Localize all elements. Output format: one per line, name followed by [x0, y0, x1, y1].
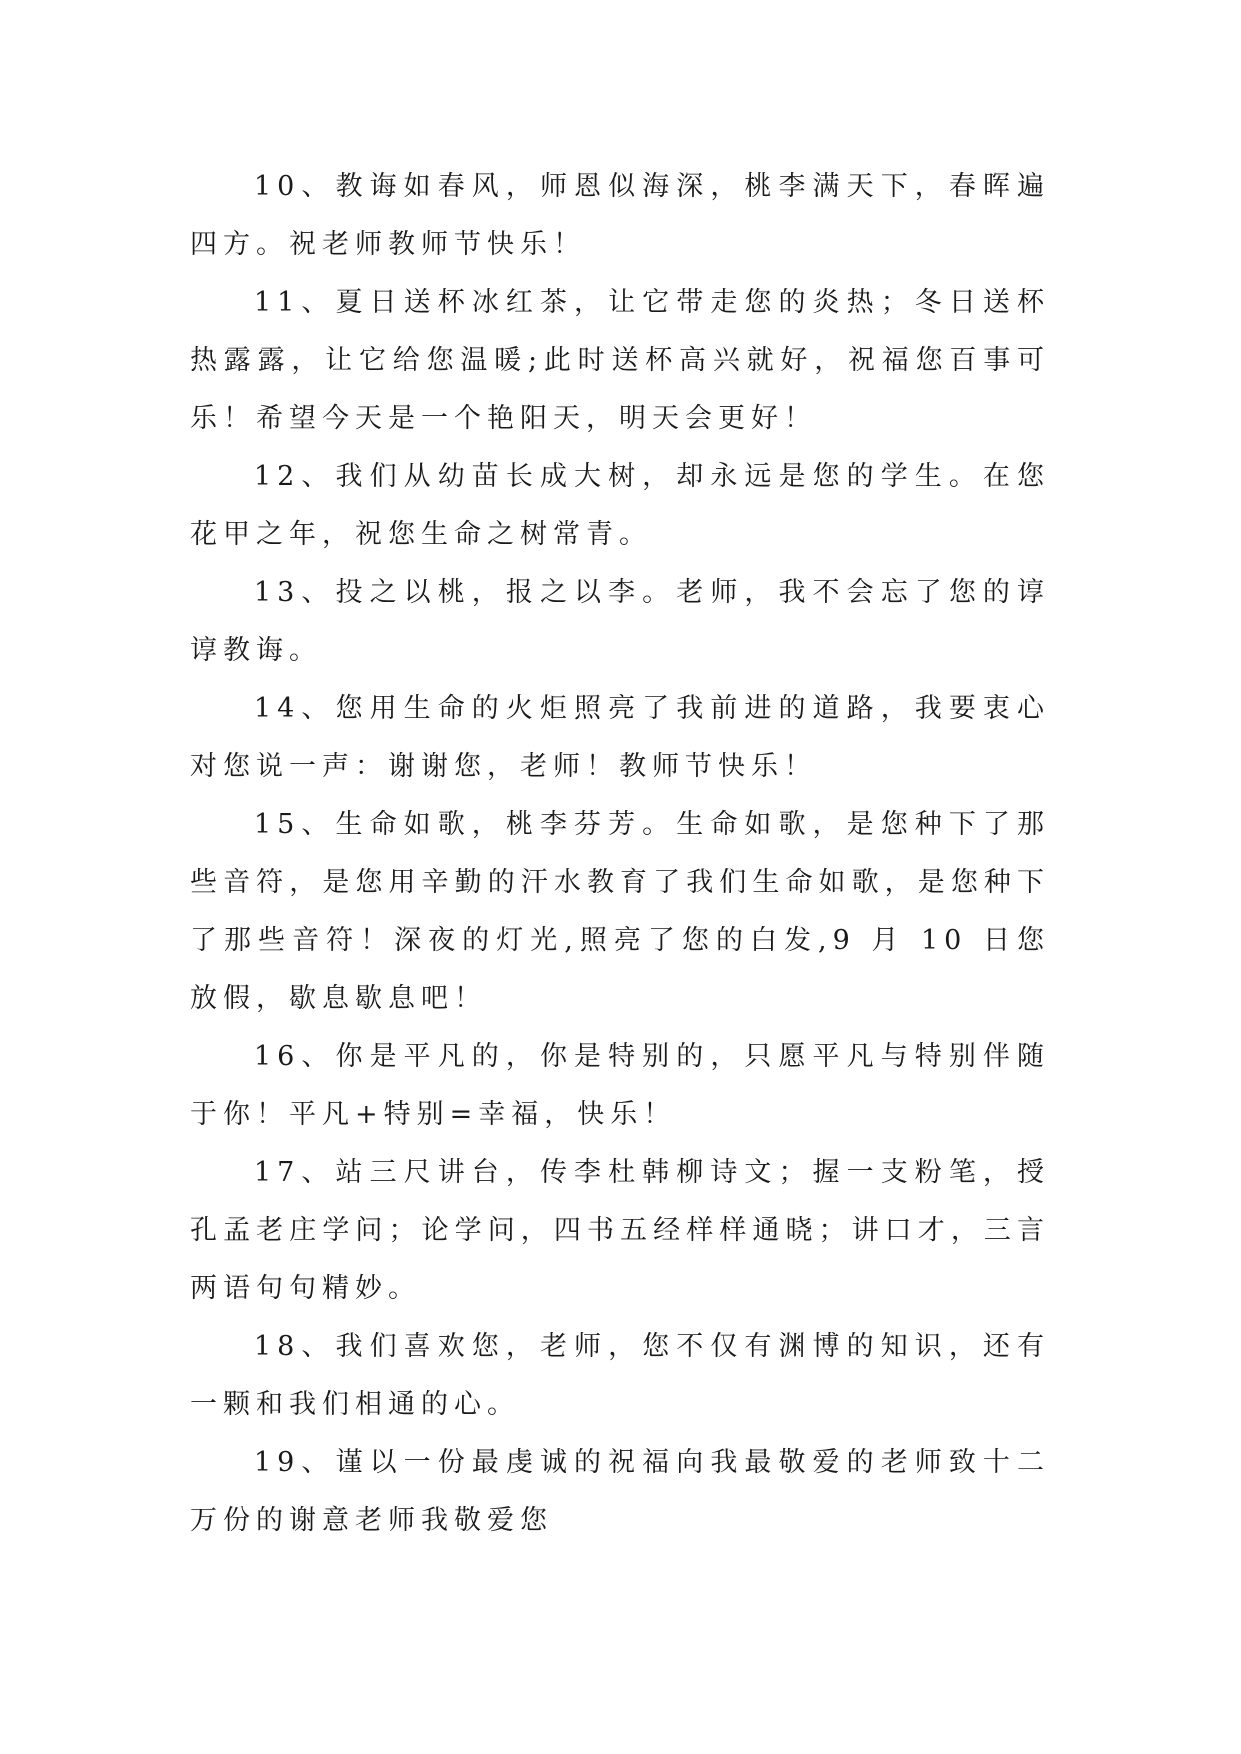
paragraph-19: 19、谨以一份最虔诚的祝福向我最敬爱的老师致十二万份的谢意老师我敬爱您 — [190, 1447, 1050, 1536]
paragraph-14: 14、您用生命的火炬照亮了我前进的道路，我要衷心对您说一声：谢谢您，老师！教师节快乐！ — [190, 693, 1050, 782]
paragraph-13: 13、投之以桃，报之以李。老师，我不会忘了您的谆谆教诲。 — [190, 577, 1050, 666]
paragraph-16: 16、你是平凡的，你是特别的，只愿平凡与特别伴随于你！平凡+特别=幸福，快乐！ — [190, 1041, 1050, 1130]
paragraph-12: 12、我们从幼苗长成大树，却永远是您的学生。在您花甲之年，祝您生命之树常青。 — [190, 461, 1050, 550]
paragraph-18: 18、我们喜欢您，老师，您不仅有渊博的知识，还有一颗和我们相通的心。 — [190, 1331, 1050, 1420]
document-page — [190, 158, 1050, 1550]
paragraph-11: 11、夏日送杯冰红茶，让它带走您的炎热；冬日送杯热露露，让它给您温暖;此时送杯高兴就好，祝福您百事可乐！希望今天是一个艳阳天，明天会更好！ — [190, 287, 1050, 434]
paragraph-15: 15、生命如歌，桃李芬芳。生命如歌，是您种下了那些音符，是您用辛勤的汗水教育了我们生命如歌，是您种下了那些音符！深夜的灯光,照亮了您的白发,9 月 10 日您放假，歇息歇息吧！ — [190, 809, 1050, 1014]
paragraph-10: 10、教诲如春风，师恩似海深，桃李满天下，春晖遍四方。祝老师教师节快乐！ — [190, 171, 1050, 260]
paragraph-17: 17、站三尺讲台，传李杜韩柳诗文；握一支粉笔，授孔孟老庄学问；论学问，四书五经样样通晓；讲口才，三言两语句句精妙。 — [190, 1157, 1050, 1304]
